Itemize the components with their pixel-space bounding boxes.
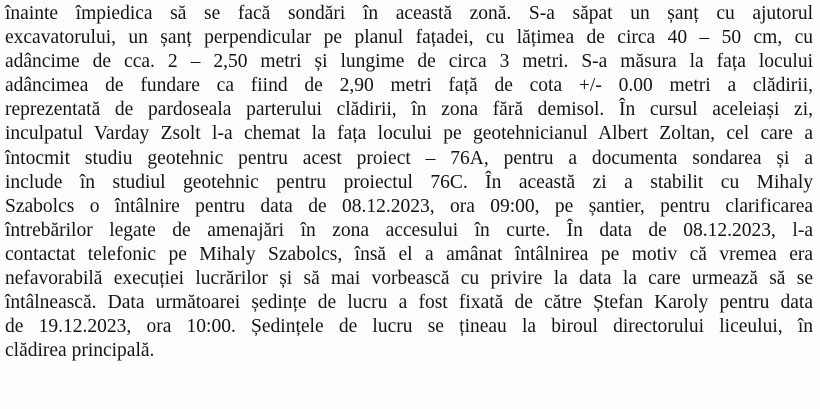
paragraph-line-13: întâlnească. Data următoarei ședințe de lucru a fost fixată de către Ștefan Karoly pentru data [5,292,813,314]
paragraph-line-4: adâncimea de fundare ca fiind de 2,90 metri față de cota +/- 0.00 metri a clădirii, [5,75,813,97]
paragraph-line-7: întocmit studiu geotehnic pentru acest proiect – 76A, pentru a documenta sondarea și a [5,147,813,169]
paragraph-line-3: adâncime de cca. 2 – 2,50 metri și lungime de circa 3 metri. S-a măsura la fața locului [5,51,813,73]
paragraph-line-11: contactat telefonic pe Mihaly Szabolcs, însă el a amânat întâlnirea pe motiv că vremea era [5,243,813,265]
paragraph-line-12: nefavorabilă execuției lucrărilor și să mai vorbească cu privire la data la care urmează să se [5,268,813,290]
paragraph-line-15: clădirea principală. [5,340,155,362]
paragraph-line-9: Szabolcs o întâlnire pentru data de 08.12.2023, ora 09:00, pe șantier, pentru clarificarea [5,195,813,217]
paragraph-line-14: de 19.12.2023, ora 10:00. Ședințele de lucru se țineau la biroul directorului liceului, în [5,316,813,338]
paragraph-line-6: inculpatul Varday Zsolt l-a chemat la fața locului pe geotehnicianul Albert Zoltan, cel care a [5,123,813,145]
paragraph-line-1: înainte împiedica să se facă sondări în această zonă. S-a săpat un șanț cu ajutorul [5,3,813,24]
document-paragraph [5,2,813,363]
paragraph-line-2: excavatorului, un șanț perpendicular pe planul fațadei, cu lățimea de circa 40 – 50 cm, cu [5,27,813,49]
paragraph-line-5: reprezentată de pardoseala parterului clădirii, în zona fără demisol. În cursul aceleiași zi, [5,99,813,121]
paragraph-line-8: include în studiul geotehnic pentru proiectul 76C. În această zi a stabilit cu Mihaly [5,171,813,193]
paragraph-line-10: întrebărilor legate de amenajări în zona accesului în curte. În data de 08.12.2023, l-a [5,219,813,241]
